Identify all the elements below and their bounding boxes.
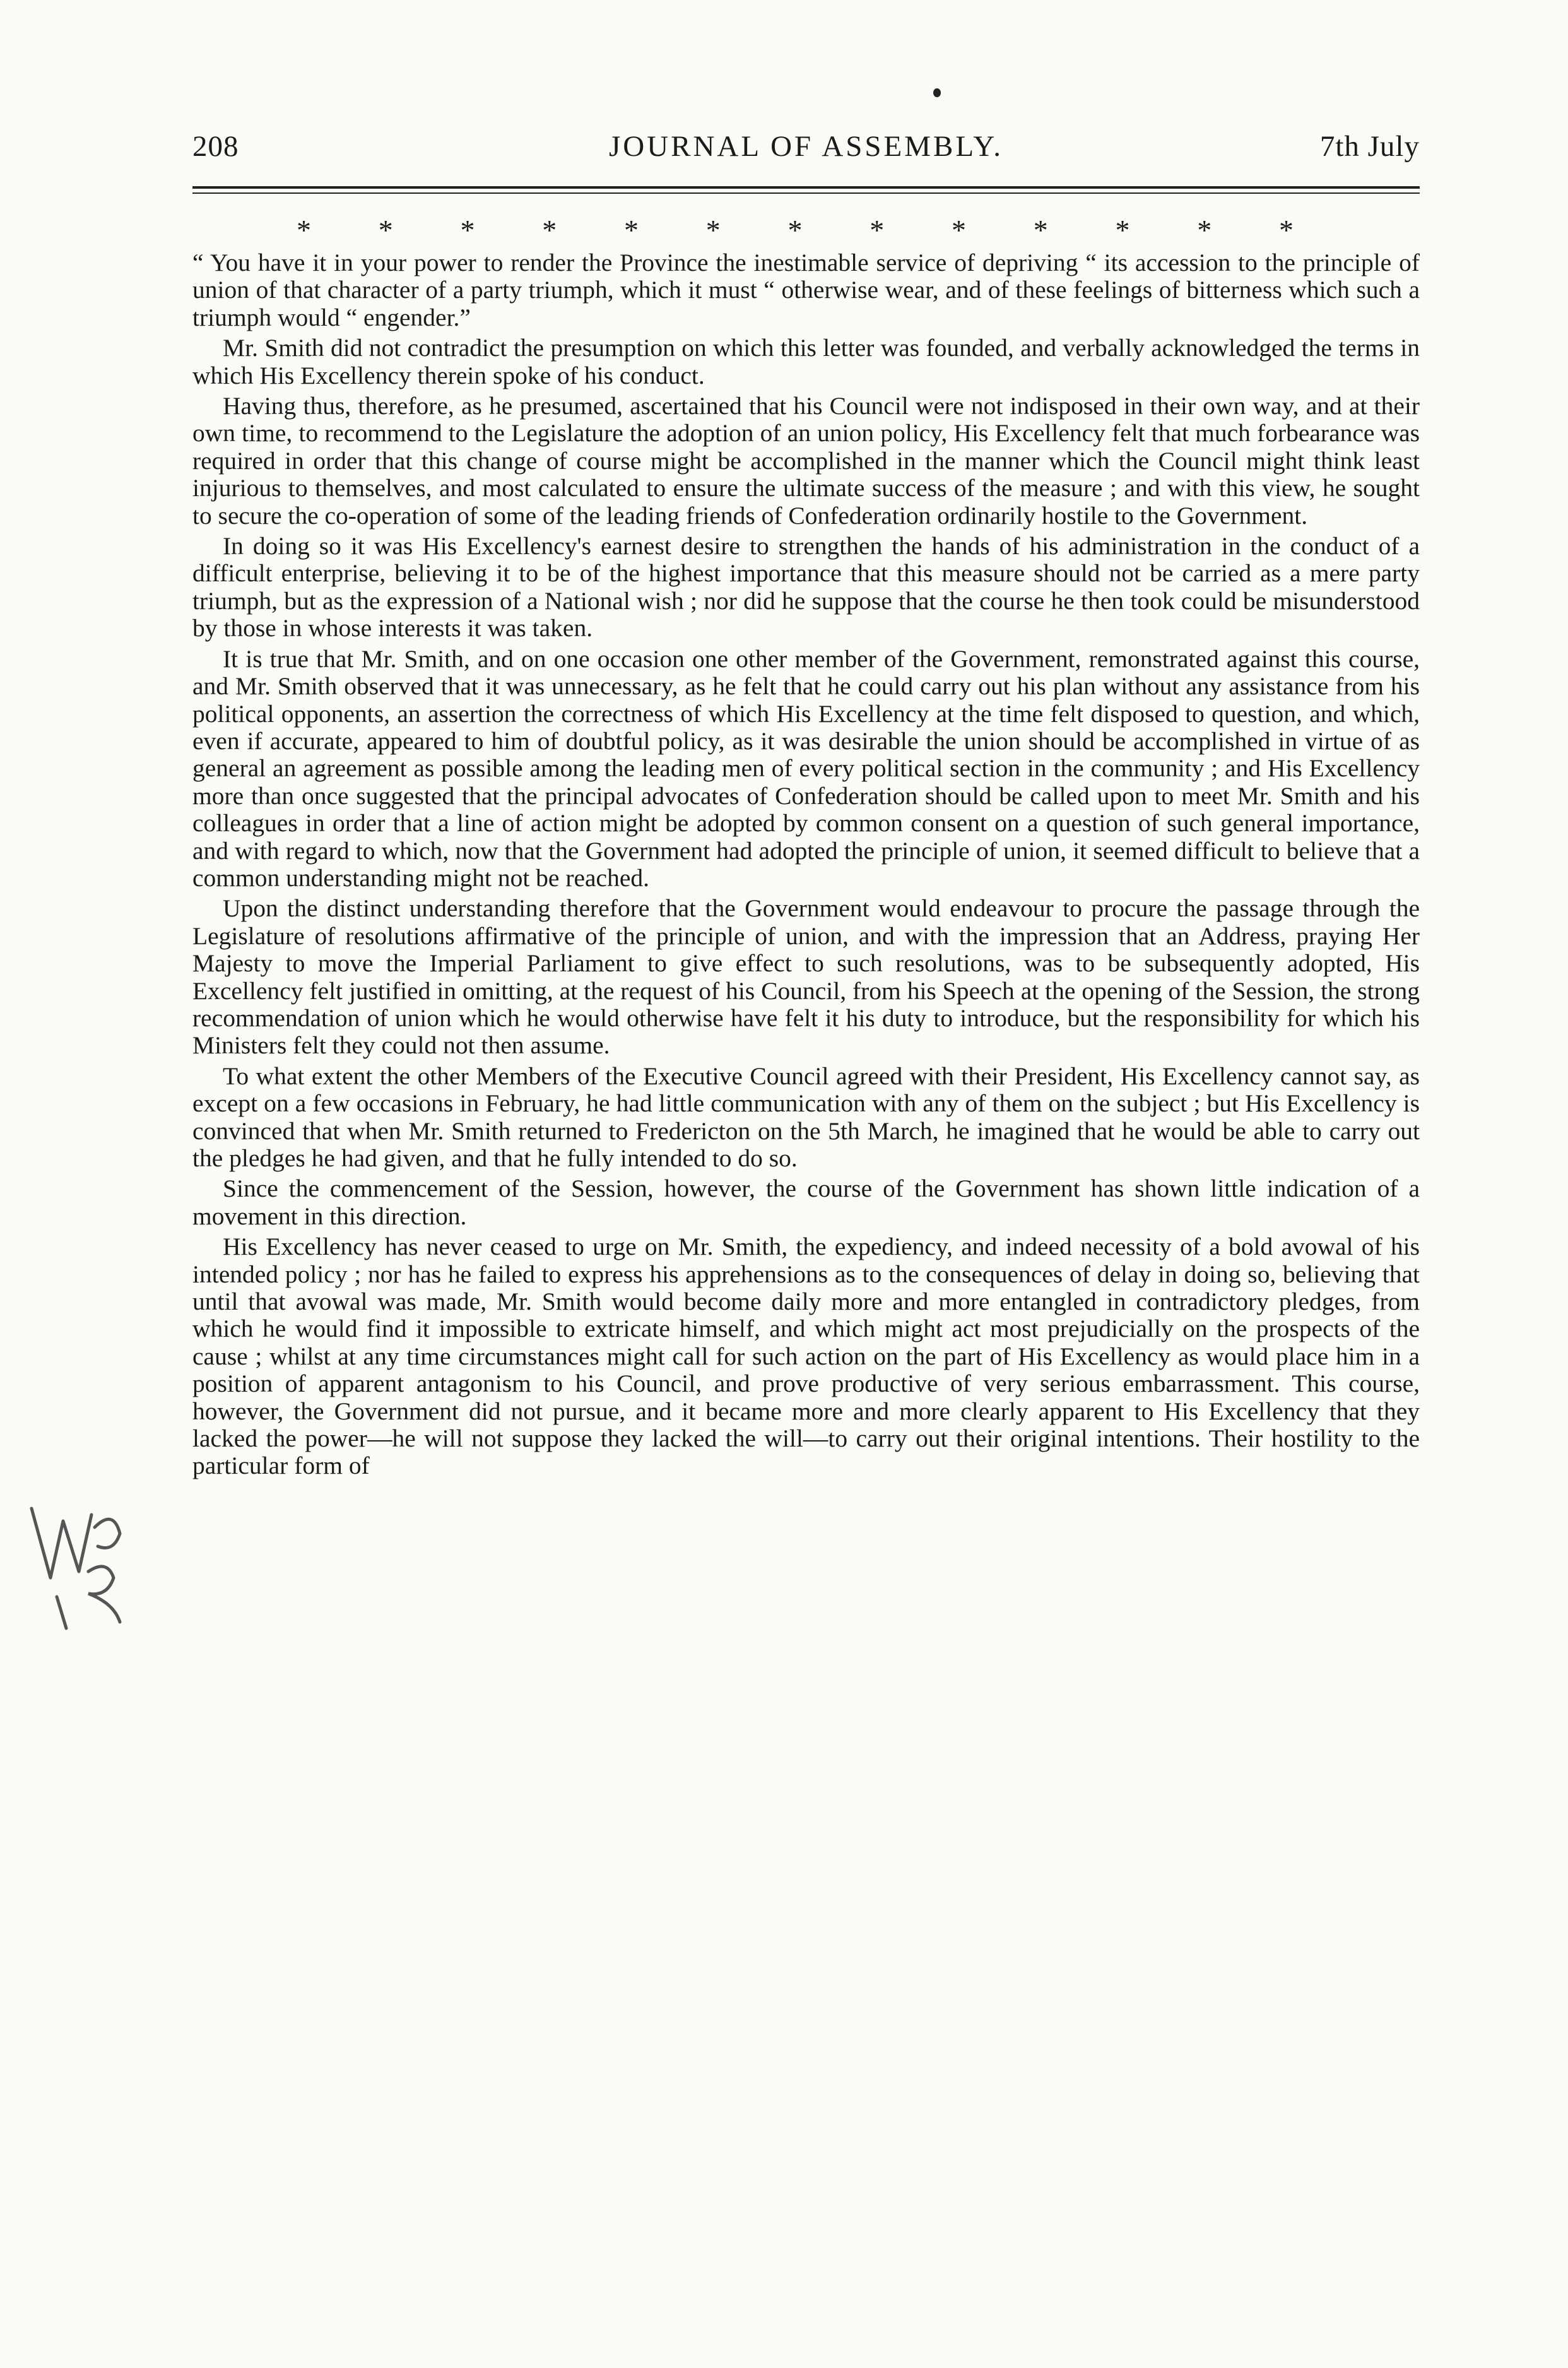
paragraph-quote: “ You have it in your power to render the Province the inestimable service of depriving “ its accession to the principle of union of that character of a party triumph, which it must “ otherwise wear, and of these feelings of bitterness which such a triumph would “ engender.” bbox=[192, 249, 1420, 331]
paragraph: Upon the distinct understanding therefore that the Government would endeavour to procure the passage through the Legislature of resolutions affirmative of the principle of union, and with the impression that an Address, praying Her Majesty to move the Imperial Parliament to give effect to such resolutions, was to be subsequently adopted, His Excellency felt justified in omitting, at the request of his Council, from his Speech at the opening of the Session, the strong recommendation of union which he would otherwise have felt it his duty to introduce, but the responsibility for which his Ministers felt they could not then assume. bbox=[192, 894, 1420, 1060]
asterisk: * bbox=[705, 214, 721, 246]
section-break-asterisks bbox=[297, 216, 1294, 245]
paragraph: In doing so it was His Excellency's earnest desire to strengthen the hands of his administration in the conduct of a difficult enterprise, believing it to be of the highest importance that this measure should not be carried as a mere party triumph, but as the expression of a National wish ; nor did he suppose that the course he then took could be misunderstood by those in whose interests it was taken. bbox=[192, 532, 1420, 642]
asterisk: * bbox=[1033, 214, 1048, 246]
header-date: 7th July bbox=[1319, 130, 1420, 163]
header-rule-thin bbox=[192, 192, 1420, 194]
running-title: JOURNAL OF ASSEMBLY. bbox=[608, 130, 1004, 163]
handwritten-margin-mark bbox=[19, 1483, 164, 1647]
asterisk: * bbox=[378, 214, 393, 246]
asterisk: * bbox=[297, 214, 311, 246]
paragraph: It is true that Mr. Smith, and on one occasion one other member of the Government, remonstrated against this course, and Mr. Smith observed that it was unnecessary, as he felt that he could carry out his plan without any assistance from his political opponents, an assertion the correctness of which His Excellency at the time felt disposed to question, and which, even if accurate, appeared to him of doubtful policy, as it was desirable the union should be accomplished in virtue of as general an agreement as possible among the leading men of every political section in the community ; and His Excellency more than once suggested that the principal advocates of Confederation should be called upon to meet Mr. Smith and his colleagues in order that a line of action might be adopted by common consent on a question of such general importance, and with regard to which, now that the Government had adopted the principle of union, it seemed difficult to believe that a common understanding might not be reached. bbox=[192, 644, 1420, 892]
asterisk: * bbox=[869, 214, 885, 246]
asterisk: * bbox=[952, 214, 966, 246]
ink-dot bbox=[933, 88, 941, 97]
asterisk: * bbox=[1279, 214, 1294, 246]
body-text bbox=[192, 249, 1420, 1483]
page-number: 208 bbox=[192, 130, 239, 163]
header-rule-thick bbox=[192, 186, 1420, 189]
asterisk: * bbox=[542, 214, 557, 246]
paragraph: Mr. Smith did not contradict the presumption on which this letter was founded, and verbally acknowledged the terms in which His Excellency therein spoke of his conduct. bbox=[192, 334, 1420, 389]
paragraph: Since the commencement of the Session, however, the course of the Government has shown little indication of a movement in this direction. bbox=[192, 1175, 1420, 1230]
asterisk: * bbox=[624, 214, 639, 246]
asterisk: * bbox=[460, 214, 475, 246]
asterisk: * bbox=[1115, 214, 1130, 246]
paragraph: Having thus, therefore, as he presumed, ascertained that his Council were not indisposed in their own way, and at their own time, to recommend to the Legislature the adoption of an union policy, His Excellency felt that much forbearance was required in order that this change of course might be accomplished in the manner which the Council might think least injurious to themselves, and most calculated to ensure the ultimate success of the measure ; and with this view, he sought to secure the co-operation of some of the leading friends of Confederation ordinarily hostile to the Government. bbox=[192, 392, 1420, 530]
page-header bbox=[192, 129, 1420, 174]
asterisk: * bbox=[787, 214, 803, 246]
paragraph: To what extent the other Members of the Executive Council agreed with their President, His Excellency cannot say, as except on a few occasions in February, he had little communication with any of them on the subject ; but His Excellency is convinced that when Mr. Smith returned to Fredericton on the 5th March, he imagined that he would be able to carry out the pledges he had given, and that he fully intended to do so. bbox=[192, 1062, 1420, 1172]
paragraph: His Excellency has never ceased to urge on Mr. Smith, the expediency, and indeed necessity of a bold avowal of his intended policy ; nor has he failed to express his apprehensions as to the consequences of delay in doing so, believing that until that avowal was made, Mr. Smith would become daily more and more entangled in contradictory pledges, from which he would find it impossible to extricate himself, and which might act most prejudicially on the prospects of the cause ; whilst at any time circumstances might call for such action on the part of His Excellency as would place him in a position of apparent antagonism to his Council, and prove productive of very serious embarrassment. This course, however, the Government did not pursue, and it became more and more clearly apparent to His Excellency that they lacked the power—he will not suppose they lacked the will—to carry out their original intentions. Their hostility to the particular form of bbox=[192, 1233, 1420, 1480]
asterisk: * bbox=[1197, 214, 1212, 246]
